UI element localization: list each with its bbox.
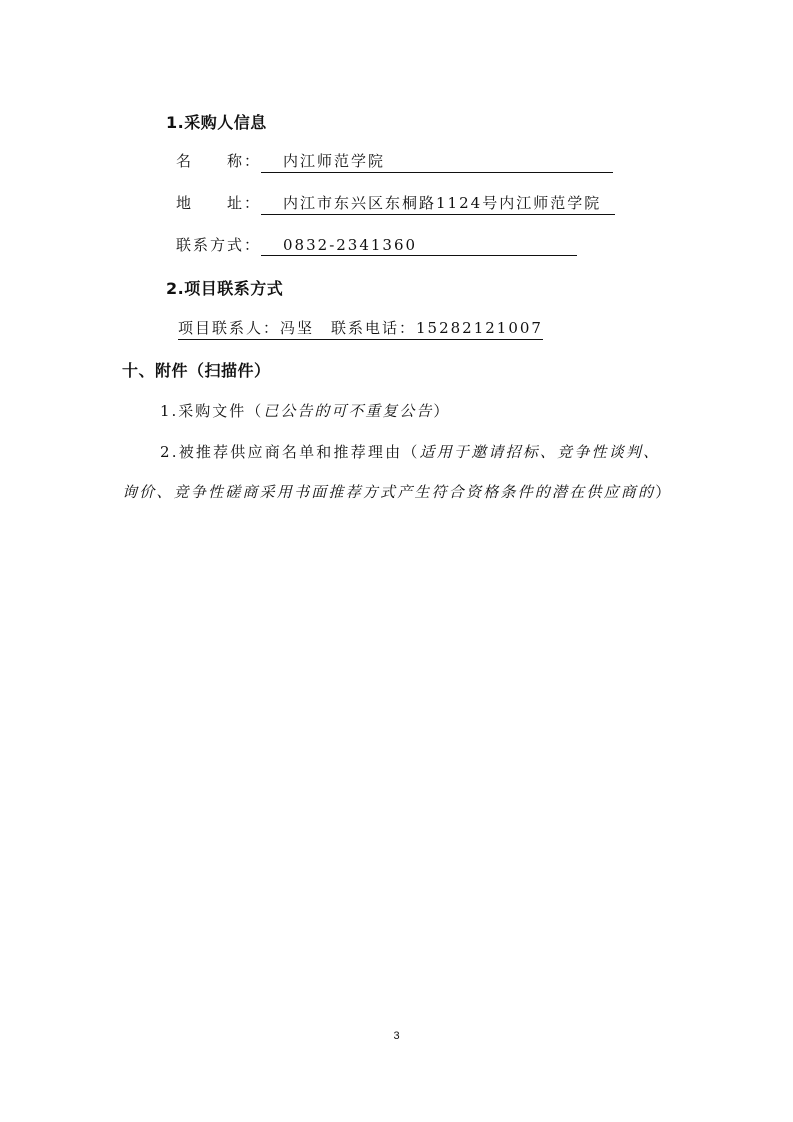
attachment-item-1-end: ）: [433, 402, 451, 420]
attachment-item-2: [122, 432, 677, 512]
name-value: 内江师范学院: [261, 150, 613, 173]
name-label: 名 称：: [176, 152, 262, 170]
project-contact-row: [178, 317, 543, 340]
contact-value: 0832-2341360: [261, 236, 577, 256]
address-label: 地 址：: [176, 194, 262, 212]
section-heading-attachments: 十、附件（扫描件）: [122, 361, 271, 380]
section-heading-purchaser: 1.采购人信息: [166, 113, 267, 132]
address-value: 内江市东兴区东桐路1124号内江师范学院: [261, 192, 615, 215]
section-heading-project-contact: 2.项目联系方式: [166, 279, 284, 298]
project-contact-text: 项目联系人：冯坚 联系电话：15282121007: [178, 317, 543, 340]
name-row: [176, 150, 613, 173]
address-row: [176, 192, 615, 215]
attachment-item-2-text: 2.被推荐供应商名单和推荐理由（: [160, 443, 420, 461]
attachment-item-1: [160, 400, 450, 421]
attachment-item-2-end: ）: [655, 483, 673, 501]
contact-row: [176, 234, 577, 256]
attachment-item-2-note: 适用于邀请招标、竞争性谈判、询价、竞争性磋商采用书面推荐方式产生符合资格条件的潜在供应商的: [122, 443, 661, 501]
attachment-item-1-note: 已公告的可不重复公告: [263, 402, 434, 420]
attachment-item-1-text: 1.采购文件（: [160, 402, 264, 420]
contact-label: 联系方式：: [176, 236, 262, 254]
page-number: 3: [393, 1030, 400, 1042]
